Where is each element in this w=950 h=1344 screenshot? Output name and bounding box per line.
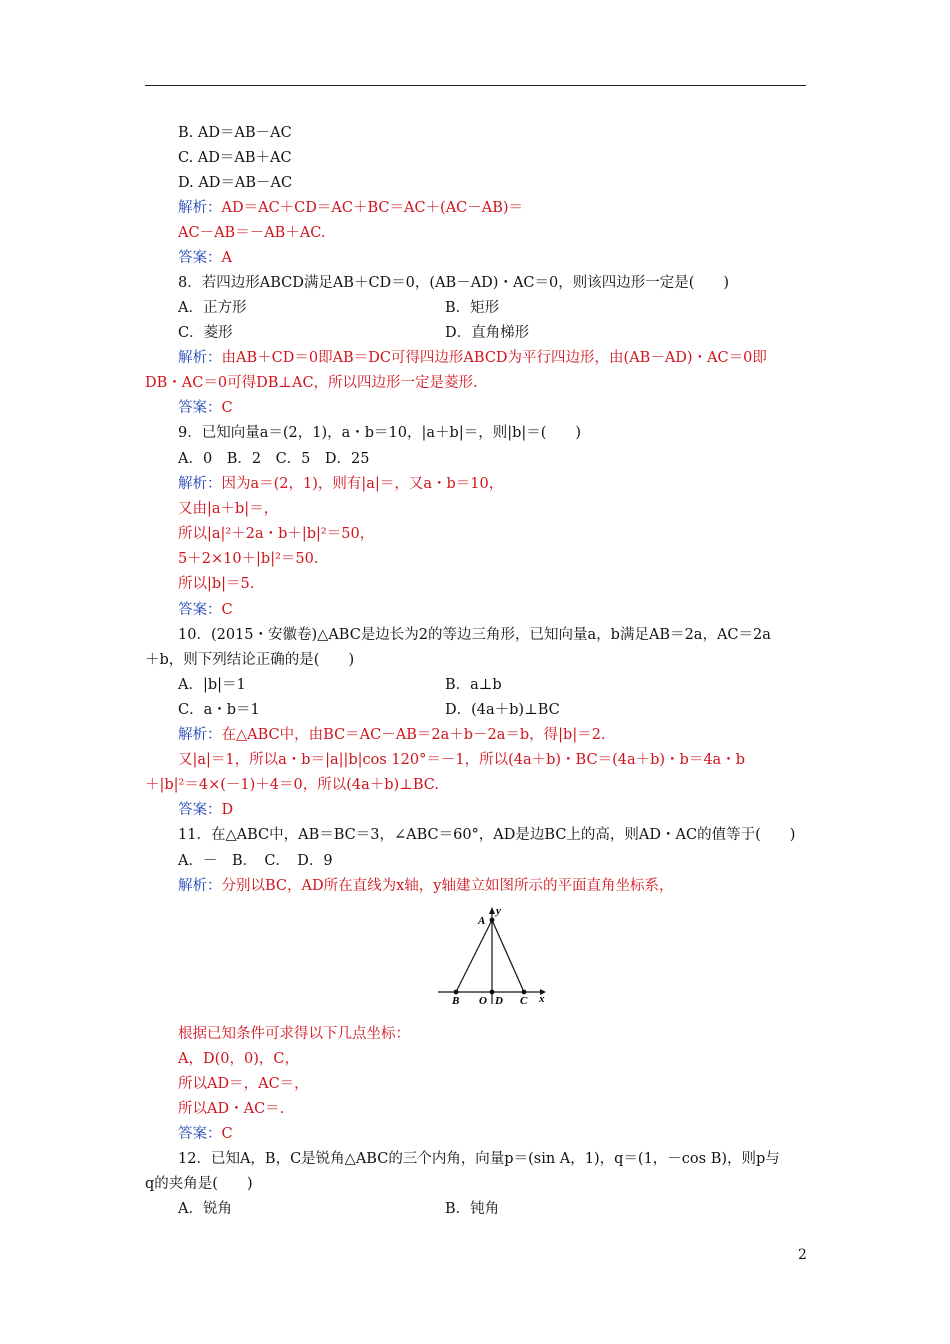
option-a: A．锐角 — [178, 1201, 232, 1217]
answer-label: 答案： — [178, 602, 222, 618]
side-ab — [456, 920, 492, 992]
header-rule — [145, 85, 806, 86]
answer-label: 答案： — [178, 802, 222, 818]
solution-text: AD＝AC＋CD＝AC＋BC＝AC＋(AC－AB)＝ — [221, 200, 524, 216]
point-b — [454, 990, 459, 995]
answer-line — [178, 600, 233, 620]
question-8: 8．若四边形ABCD满足AB＋CD＝0，(AB－AD)・AC＝0，则该四边形一定是( ) — [178, 275, 730, 291]
solution-continued: 所以|a|²＋2a・b＋|b|²＝50， — [178, 526, 375, 542]
answer-label: 答案： — [178, 1126, 222, 1142]
solution-line — [178, 198, 523, 218]
option-b: B．矩形 — [445, 300, 500, 316]
option-c: C．菱形 — [178, 325, 233, 341]
question-9: 9．已知向量a＝(2，1)，a・b＝10，|a＋b|＝，则|b|＝( ) — [178, 425, 582, 441]
solution-text: 分别以BC，AD所在直线为x轴，y轴建立如图所示的平面直角坐标系， — [221, 878, 674, 894]
solution-label: 解析： — [178, 878, 222, 894]
option-b: B．a⊥b — [445, 677, 502, 693]
side-ac — [492, 920, 524, 992]
question-12-continued: q的夹角是( ) — [145, 1176, 253, 1192]
solution-continued: 又由|a＋b|＝， — [178, 501, 279, 517]
y-axis-arrow — [489, 907, 495, 914]
solution-line — [178, 876, 673, 896]
solution-line — [178, 474, 503, 494]
answer-label: 答案： — [178, 400, 222, 416]
solution-continued: A，D(0，0)，C， — [178, 1051, 299, 1067]
solution-text: 在△ABC中，由BC＝AC－AB＝2a＋b－2a＝b，得|b|＝2. — [221, 727, 606, 743]
label-d: D — [495, 995, 503, 1004]
answer-value: D — [221, 802, 234, 818]
answer-value: A — [221, 250, 232, 266]
solution-text: 由AB＋CD＝0即AB＝DC可得四边形ABCD为平行四边形，由(AB－AD)・AC＝0即 — [221, 350, 767, 366]
option-b: B．钝角 — [445, 1201, 500, 1217]
answer-label: 答案： — [178, 250, 222, 266]
option-a: A．正方形 — [178, 300, 247, 316]
label-x: x — [539, 993, 545, 1004]
question-10-continued: ＋b，则下列结论正确的是( ) — [145, 652, 355, 668]
option-d: D. AD＝AB－AC — [178, 175, 293, 191]
option-d: D．(4a＋b)⊥BC — [445, 702, 560, 718]
solution-line — [178, 725, 606, 745]
option-c: C．a・b＝1 — [178, 702, 260, 718]
solution-continued: AC－AB＝－AB＋AC. — [178, 225, 326, 241]
solution-continued: ＋|b|²＝4×(－1)＋4＝0，所以(4a＋b)⊥BC. — [145, 777, 439, 793]
solution-line — [178, 348, 767, 368]
option-b: B. AD＝AB－AC — [178, 125, 292, 141]
label-a: A — [478, 915, 486, 927]
solution-continued: 所以AD・AC＝. — [178, 1101, 285, 1117]
question-11: 11．在△ABC中，AB＝BC＝3，∠ABC＝60°，AD是边BC上的高，则AD・AC的值等于( ) — [178, 827, 796, 843]
solution-continued: 根据已知条件可求得以下几点坐标： — [178, 1026, 410, 1042]
solution-continued: 5＋2×10＋|b|²＝50. — [178, 551, 319, 567]
options-row: A．0 B．2 C．5 D．25 — [178, 451, 370, 467]
solution-text: 因为a＝(2，1)，则有|a|＝，又a・b＝10， — [221, 476, 504, 492]
options-row: A．－ B． C． D．9 — [178, 853, 333, 869]
point-d — [490, 990, 495, 995]
option-a: A．|b|＝1 — [178, 677, 246, 693]
solution-label: 解析： — [178, 727, 222, 743]
label-y: y — [496, 905, 501, 917]
answer-line — [178, 1124, 233, 1144]
label-b: B — [452, 995, 460, 1004]
answer-line — [178, 800, 233, 820]
solution-continued: 所以AD＝，AC＝， — [178, 1076, 309, 1092]
coordinate-figure — [436, 902, 552, 1004]
solution-label: 解析： — [178, 350, 222, 366]
answer-value: C — [221, 400, 233, 416]
answer-value: C — [221, 1126, 233, 1142]
answer-line — [178, 398, 233, 418]
question-10: 10．(2015・安徽卷)△ABC是边长为2的等边三角形，已知向量a，b满足AB＝2a，AC＝2a — [178, 627, 771, 643]
page-number: 2 — [798, 1247, 807, 1263]
point-a — [490, 918, 495, 923]
solution-label: 解析： — [178, 476, 222, 492]
label-c: C — [520, 995, 528, 1004]
question-12: 12．已知A，B，C是锐角△ABC的三个内角，向量p＝(sin A，1)，q＝(1，－cos B)，则p与 — [178, 1151, 780, 1167]
answer-line — [178, 248, 232, 268]
solution-continued: 又|a|＝1，所以a・b＝|a||b|cos 120°＝－1，所以(4a＋b)・BC＝(4a＋b)・b＝4a・b — [178, 752, 745, 768]
option-d: D．直角梯形 — [445, 325, 530, 341]
point-c — [522, 990, 527, 995]
solution-continued: DB・AC＝0可得DB⊥AC，所以四边形一定是菱形. — [145, 375, 478, 391]
option-c: C. AD＝AB＋AC — [178, 150, 292, 166]
label-o: O — [479, 995, 487, 1004]
solution-label: 解析： — [178, 200, 222, 216]
answer-value: C — [221, 602, 233, 618]
solution-continued: 所以|b|＝5. — [178, 576, 255, 592]
